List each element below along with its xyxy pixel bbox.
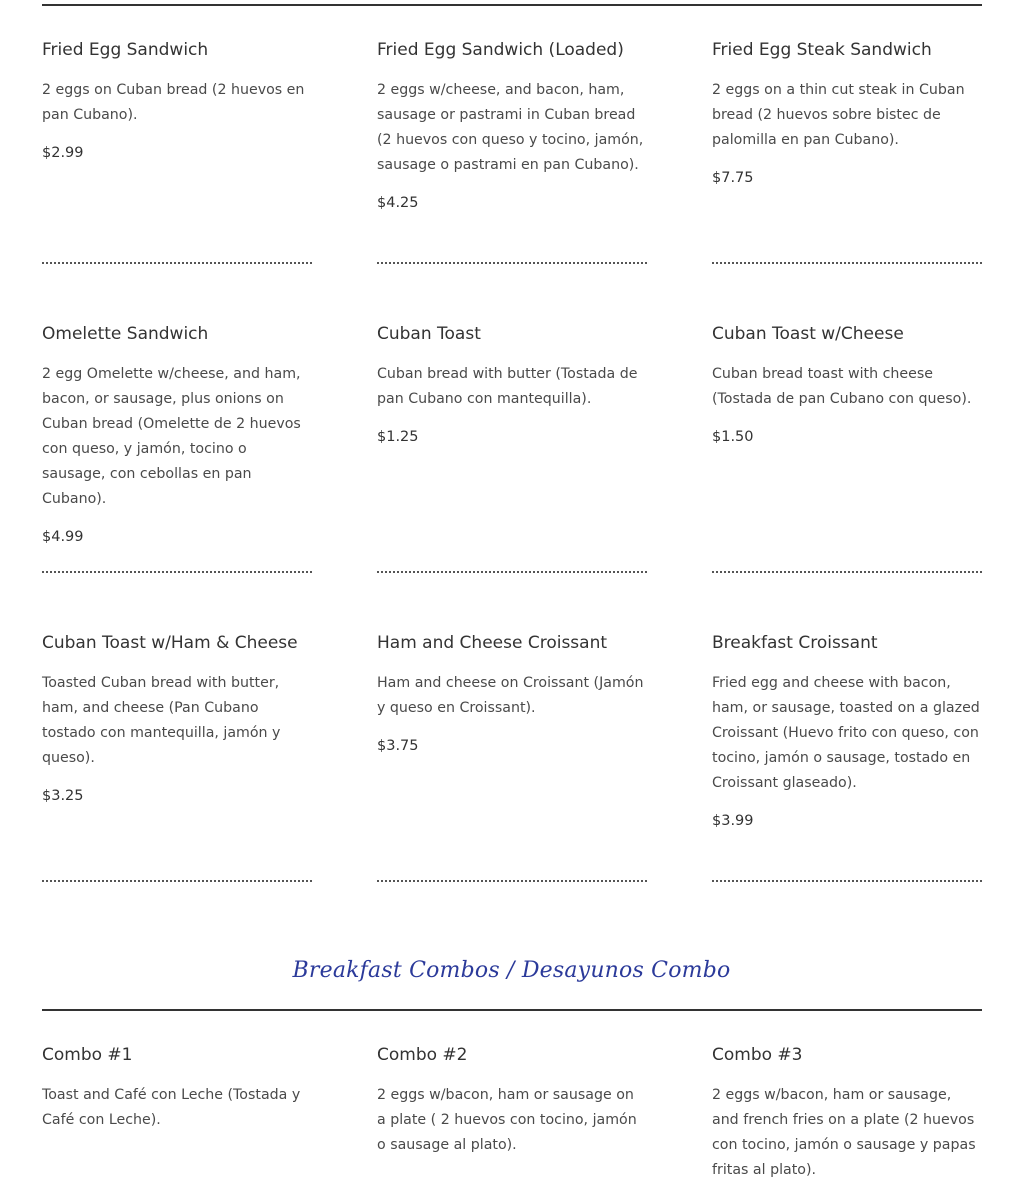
menu-item-description: 2 eggs w/cheese, and bacon, ham, sausage or pastrami in Cuban bread (2 huevos con queso y tocino, jamón, sausage o pastrami en pan Cubano). [377,82,644,173]
menu-item-description: Fried egg and cheese with bacon, ham, or sausage, toasted on a glazed Croissant (Huevo frito con queso, con tocino, jamón o sausage, tostado en Croissant glaseado). [712,675,980,791]
menu-item-description: Cuban bread toast with cheese (Tostada de pan Cubano con queso). [712,366,972,407]
menu-item-title: Cuban Toast w/Cheese [712,324,904,344]
menu-item [712,40,982,188]
section-heading: Breakfast Combos / Desayunos Combo [292,958,731,983]
dotted-divider [42,262,312,264]
menu-item [42,324,312,547]
section-top-rule [42,4,982,6]
dotted-divider [712,571,982,573]
menu-item-title: Cuban Toast [377,324,481,344]
dotted-divider [712,880,982,882]
section-heading-rule [42,1009,982,1011]
dotted-divider [377,880,647,882]
dotted-divider [712,262,982,264]
menu-item-price: $4.25 [377,195,419,211]
menu-item [377,40,647,213]
menu-item [712,633,982,831]
menu-item-price: $1.50 [712,429,754,445]
menu-item [377,633,647,756]
menu-item-title: Breakfast Croissant [712,633,878,653]
menu-item-title: Combo #3 [712,1045,803,1065]
menu-item-description: 2 eggs on a thin cut steak in Cuban bread (2 huevos sobre bistec de palomilla en pan Cubano). [712,82,965,148]
menu-item-price: $3.25 [42,788,84,804]
menu-item-title: Fried Egg Steak Sandwich [712,40,932,60]
menu-item-price: $3.99 [712,813,754,829]
menu-item [42,1045,312,1133]
menu-item [712,1045,982,1183]
dotted-divider [377,571,647,573]
menu-item-title: Fried Egg Sandwich (Loaded) [377,40,624,60]
menu-item-description: 2 egg Omelette w/cheese, and ham, bacon, or sausage, plus onions on Cuban bread (Omelette de 2 huevos con queso, y jamón, tocino o sausage, con cebollas en pan Cubano). [42,366,301,507]
menu-item-title: Fried Egg Sandwich [42,40,209,60]
menu-item-description: Ham and cheese on Croissant (Jamón y queso en Croissant). [377,675,644,716]
menu-item [712,324,982,447]
menu-item-description: 2 eggs on Cuban bread (2 huevos en pan Cubano). [42,82,305,123]
menu-item-description: 2 eggs w/bacon, ham or sausage on a plate ( 2 huevos con tocino, jamón o sausage al plato). [377,1087,637,1153]
dotted-divider [377,262,647,264]
dotted-divider [42,880,312,882]
menu-item-description: Toasted Cuban bread with butter, ham, and cheese (Pan Cubano tostado con mantequilla, jamón y queso). [42,675,281,766]
menu-item-title: Combo #1 [42,1045,133,1065]
dotted-divider [42,571,312,573]
menu-item-price: $4.99 [42,529,84,545]
menu-item-price: $3.75 [377,738,419,754]
menu-item-title: Ham and Cheese Croissant [377,633,608,653]
menu-item [42,40,312,163]
menu-item-price: $7.75 [712,170,754,186]
menu-item-description: Toast and Café con Leche (Tostada y Café con Leche). [42,1087,301,1128]
menu-item-title: Combo #2 [377,1045,468,1065]
menu-item-price: $1.25 [377,429,419,445]
menu-item-description: 2 eggs w/bacon, ham or sausage, and french fries on a plate (2 huevos con tocino, jamón o sausage y papas fritas al plato). [712,1087,976,1178]
menu-item [377,324,647,447]
menu-item [377,1045,647,1158]
menu-item-description: Cuban bread with butter (Tostada de pan Cubano con mantequilla). [377,366,638,407]
menu-item-price: $2.99 [42,145,84,161]
menu-item-title: Omelette Sandwich [42,324,209,344]
menu-item [42,633,312,806]
menu-item-title: Cuban Toast w/Ham & Cheese [42,633,298,653]
